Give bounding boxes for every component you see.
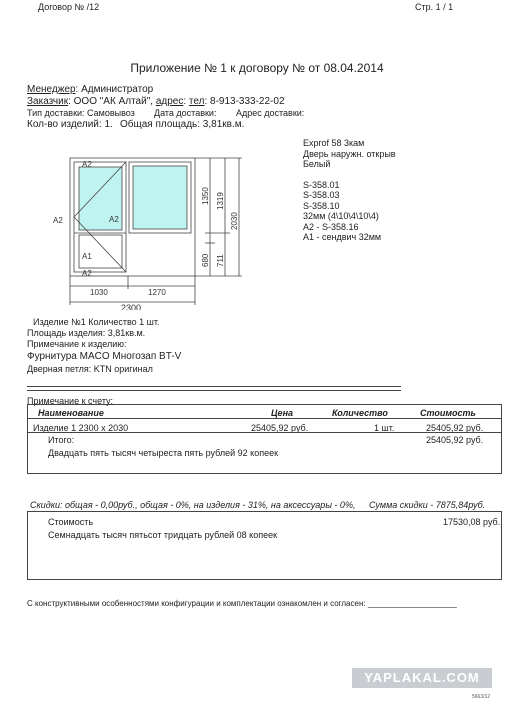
manager-value: : Администратор: [75, 84, 154, 95]
contract-number: Договор № /12: [38, 2, 100, 12]
label-a2-top: A2: [82, 160, 92, 169]
spec-line: A1 - сендвич 32мм: [303, 232, 382, 242]
fixed-glass: [133, 166, 187, 229]
dim-h5: 711: [216, 254, 225, 267]
dim-h3: 2030: [230, 212, 239, 230]
label-a1: A1: [82, 252, 92, 261]
separator-double: [27, 386, 401, 391]
manager-line: [27, 84, 153, 95]
dim-w2: 1270: [148, 288, 166, 297]
total-label: Итого:: [48, 435, 75, 445]
label-a2-bottom: A2: [82, 269, 92, 278]
item-area: Площадь изделия: 3,81кв.м.: [27, 328, 146, 338]
total-value: 25405,92 руб.: [426, 435, 484, 445]
col-header-price: Цена: [271, 408, 294, 418]
total-words: Двадцать пять тысяч четыреста пять рублей 92 копеек: [48, 448, 279, 458]
page-number: Стр. 1 / 1: [415, 2, 454, 12]
item-note: Примечание к изделию:: [27, 339, 127, 349]
discounts-text: Скидки: общая - 0,00руб., общая - 0%, на изделия - 31%, на аксессуары - 0%,: [30, 500, 356, 510]
page-title: Приложение № 1 к договору № от 08.04.2014: [130, 61, 384, 75]
invoice-note: Примечание к счету:: [27, 396, 114, 406]
phone-label: тел: [188, 96, 205, 107]
spec-list: [303, 138, 396, 243]
spec-line: Exprof 58 3кам: [303, 138, 365, 148]
manager-label: Менеджер: [27, 84, 76, 95]
cost-box: [27, 511, 502, 580]
address-label: адрес: [155, 96, 184, 107]
agreement-line: С конструктивными особенностями конфигурации и комплектации ознакомлен и согласен: ____________________: [27, 599, 457, 608]
row-qty: 1 шт.: [374, 423, 395, 433]
address-value: :: [183, 96, 187, 107]
spec-line: A2 - S-358.16: [303, 221, 359, 232]
hinge: Дверная петля: KTN оригинал: [27, 364, 153, 374]
col-header-name: Наименование: [38, 408, 104, 418]
dim-h4: 680: [201, 253, 210, 267]
dim-h2: 1319: [216, 192, 225, 210]
footer-code: 5663/12: [472, 694, 491, 700]
cost-words: Семнадцать тысяч пятьсот тридцать рублей 08 копеек: [48, 530, 278, 540]
label-a2-left: A2: [53, 216, 63, 225]
customer-value: : ООО "АК Алтай",: [68, 96, 154, 107]
item-quantity: Изделие №1 Количество 1 шт.: [33, 317, 160, 327]
label-a2-mid: A2: [109, 215, 119, 224]
window-drawing: [40, 155, 250, 310]
customer-line: [27, 96, 285, 107]
spec-line: S-358.03: [303, 190, 340, 200]
cost-value: 17530,08 руб.: [443, 517, 501, 527]
col-header-cost: Стоимость: [420, 408, 476, 418]
hardware: Фурнитура MACO Многозап BT-V: [27, 351, 182, 362]
col-header-qty: Количество: [332, 408, 388, 418]
watermark-logo: YAPLAKAL.COM: [352, 668, 492, 688]
row-cost: 25405,92 руб.: [426, 423, 484, 433]
dim-w-total: 2300: [121, 303, 142, 310]
spec-line: [303, 170, 396, 180]
items-count: Кол-во изделий: 1.: [27, 119, 113, 130]
customer-label: Заказчик: [27, 96, 69, 107]
dim-w1: 1030: [90, 288, 108, 297]
phone-value: : 8-913-333-22-02: [204, 96, 285, 107]
delivery-type: Тип доставки: Самовывоз: [27, 108, 135, 118]
dim-h1: 1350: [201, 187, 210, 205]
discount-sum: Сумма скидки - 7875,84руб.: [369, 500, 486, 510]
spec-line: S-358.10: [303, 200, 340, 211]
spec-line: Белый: [303, 159, 331, 169]
spec-line: 32мм (4\10\4\10\4): [303, 211, 379, 221]
total-area: Общая площадь: 3,81кв.м.: [120, 119, 245, 130]
delivery-date: Дата доставки:: [154, 108, 217, 118]
row-price: 25405,92 руб.: [251, 423, 309, 433]
row-name: Изделие 1 2300 x 2030: [33, 423, 129, 433]
spec-line: Дверь наружн. открыв: [303, 148, 396, 159]
delivery-address: Адрес доставки:: [236, 108, 305, 118]
cost-label: Стоимость: [48, 517, 94, 527]
spec-line: S-358.01: [303, 179, 340, 190]
